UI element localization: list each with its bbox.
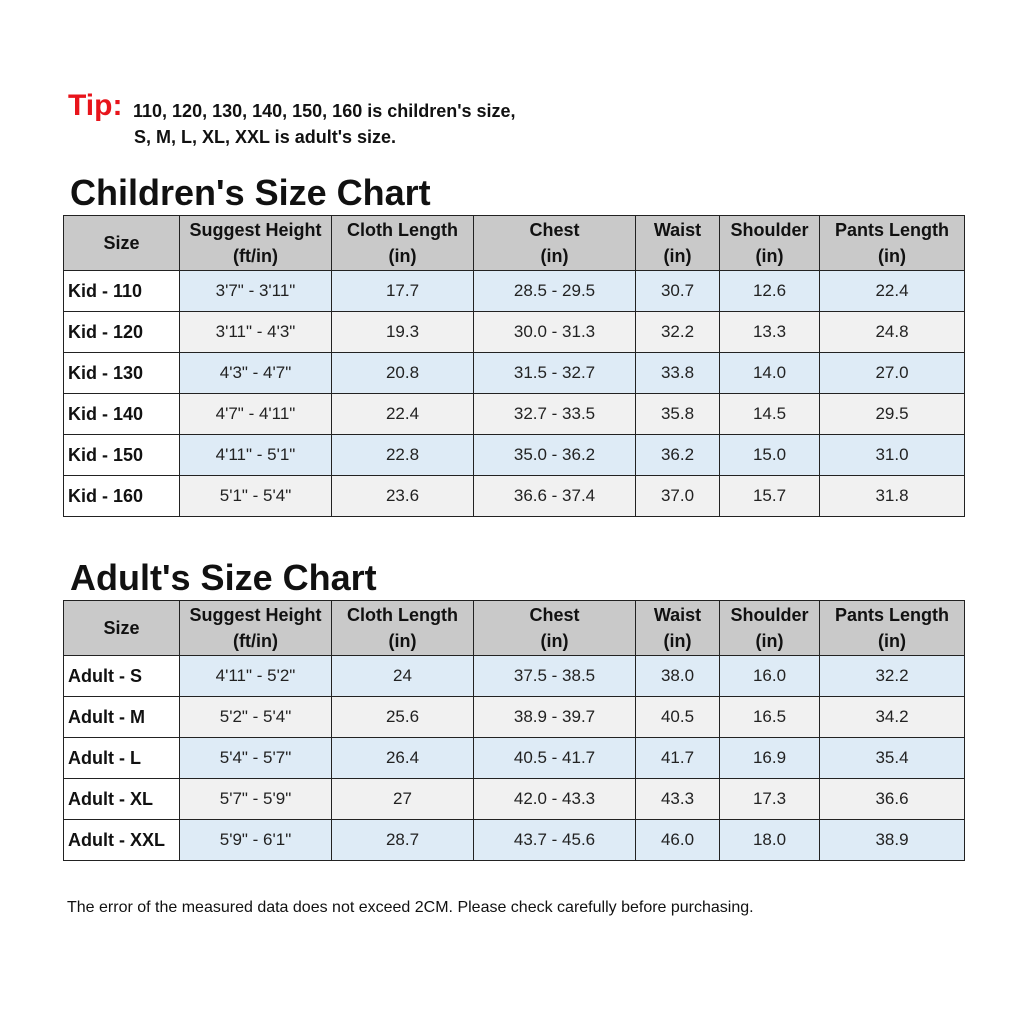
table-row [64, 820, 965, 861]
column-header-unit: (in) [540, 631, 569, 651]
measurement-cell: 23.6 [332, 476, 474, 517]
column-header-name: Suggest Height [189, 605, 322, 625]
tip-text-line-1: 110, 120, 130, 140, 150, 160 is children's size, [133, 101, 516, 121]
column-header [332, 216, 474, 271]
tip-text-line-2: S, M, L, XL, XXL is adult's size. [134, 127, 397, 147]
column-header-unit: (in) [878, 631, 906, 651]
measurement-cell: 35.4 [820, 738, 965, 779]
measurement-disclaimer: The error of the measured data does not exceed 2CM. Please check carefully before purchasing. [67, 899, 754, 916]
measurement-cell: 32.2 [820, 656, 965, 697]
measurement-cell: 15.0 [720, 435, 820, 476]
column-header [64, 601, 180, 656]
table-header-row [64, 216, 965, 271]
measurement-cell: 27 [332, 779, 474, 820]
size-label-cell: Kid - 140 [64, 394, 180, 435]
measurement-cell: 26.4 [332, 738, 474, 779]
column-header-name: Cloth Length [347, 605, 458, 625]
measurement-cell: 30.0 - 31.3 [474, 312, 636, 353]
measurement-cell: 12.6 [720, 271, 820, 312]
size-label-cell: Adult - XL [64, 779, 180, 820]
measurement-cell: 13.3 [720, 312, 820, 353]
size-label-cell: Kid - 130 [64, 353, 180, 394]
measurement-cell: 33.8 [636, 353, 720, 394]
measurement-cell: 19.3 [332, 312, 474, 353]
adult-size-table [63, 600, 965, 861]
column-header-name: Shoulder [730, 220, 809, 240]
table-row [64, 738, 965, 779]
column-header [474, 216, 636, 271]
table-row [64, 779, 965, 820]
measurement-cell: 46.0 [636, 820, 720, 861]
size-label-cell: Adult - S [64, 656, 180, 697]
measurement-cell: 5'9" - 6'1" [180, 820, 332, 861]
measurement-cell: 40.5 - 41.7 [474, 738, 636, 779]
table-row [64, 476, 965, 517]
column-header [636, 601, 720, 656]
measurement-cell: 16.5 [720, 697, 820, 738]
measurement-cell: 37.5 - 38.5 [474, 656, 636, 697]
measurement-cell: 31.5 - 32.7 [474, 353, 636, 394]
column-header [64, 216, 180, 271]
column-header-name: Cloth Length [347, 220, 458, 240]
measurement-cell: 4'11" - 5'1" [180, 435, 332, 476]
column-header-name: Chest [529, 220, 580, 240]
column-header-name: Size [103, 618, 140, 638]
column-header [474, 601, 636, 656]
column-header [720, 216, 820, 271]
measurement-cell: 3'7" - 3'11" [180, 271, 332, 312]
column-header [820, 216, 965, 271]
column-header [180, 216, 332, 271]
size-label-cell: Kid - 160 [64, 476, 180, 517]
measurement-cell: 37.0 [636, 476, 720, 517]
measurement-cell: 14.0 [720, 353, 820, 394]
measurement-cell: 29.5 [820, 394, 965, 435]
measurement-cell: 31.0 [820, 435, 965, 476]
size-label-cell: Adult - L [64, 738, 180, 779]
column-header [820, 601, 965, 656]
size-label-cell: Adult - XXL [64, 820, 180, 861]
measurement-cell: 5'4" - 5'7" [180, 738, 332, 779]
column-header [720, 601, 820, 656]
column-header-name: Waist [653, 220, 702, 240]
column-header-name: Pants Length [834, 220, 949, 240]
column-header [332, 601, 474, 656]
measurement-cell: 4'7" - 4'11" [180, 394, 332, 435]
measurement-cell: 24 [332, 656, 474, 697]
measurement-cell: 16.0 [720, 656, 820, 697]
measurement-cell: 22.4 [820, 271, 965, 312]
measurement-cell: 17.3 [720, 779, 820, 820]
measurement-cell: 24.8 [820, 312, 965, 353]
table-body [64, 271, 965, 517]
column-header-unit: (in) [663, 631, 692, 651]
measurement-cell: 18.0 [720, 820, 820, 861]
measurement-cell: 38.0 [636, 656, 720, 697]
measurement-cell: 3'11" - 4'3" [180, 312, 332, 353]
measurement-cell: 32.2 [636, 312, 720, 353]
column-header-unit: (in) [388, 631, 417, 651]
measurement-cell: 38.9 [820, 820, 965, 861]
column-header-unit: (in) [388, 246, 417, 266]
column-header-unit: (in) [755, 631, 784, 651]
measurement-cell: 41.7 [636, 738, 720, 779]
children-size-chart-title: Children's Size Chart [70, 172, 431, 213]
table-row [64, 656, 965, 697]
measurement-cell: 22.8 [332, 435, 474, 476]
measurement-cell: 4'3" - 4'7" [180, 353, 332, 394]
column-header-unit: (in) [878, 246, 906, 266]
column-header-name: Waist [653, 605, 702, 625]
measurement-cell: 25.6 [332, 697, 474, 738]
column-header-name: Size [103, 233, 140, 253]
measurement-cell: 36.6 - 37.4 [474, 476, 636, 517]
measurement-cell: 43.7 - 45.6 [474, 820, 636, 861]
measurement-cell: 28.7 [332, 820, 474, 861]
column-header-unit: (in) [663, 246, 692, 266]
measurement-cell: 28.5 - 29.5 [474, 271, 636, 312]
measurement-cell: 4'11" - 5'2" [180, 656, 332, 697]
measurement-cell: 5'1" - 5'4" [180, 476, 332, 517]
measurement-cell: 30.7 [636, 271, 720, 312]
table-row [64, 271, 965, 312]
measurement-cell: 16.9 [720, 738, 820, 779]
measurement-cell: 32.7 - 33.5 [474, 394, 636, 435]
measurement-cell: 14.5 [720, 394, 820, 435]
measurement-cell: 5'2" - 5'4" [180, 697, 332, 738]
size-label-cell: Kid - 150 [64, 435, 180, 476]
measurement-cell: 36.6 [820, 779, 965, 820]
measurement-cell: 36.2 [636, 435, 720, 476]
measurement-cell: 34.2 [820, 697, 965, 738]
table-row [64, 353, 965, 394]
size-label-cell: Adult - M [64, 697, 180, 738]
table-header-row [64, 601, 965, 656]
measurement-cell: 31.8 [820, 476, 965, 517]
column-header-unit: (in) [540, 246, 569, 266]
column-header-name: Shoulder [730, 605, 809, 625]
table-row [64, 394, 965, 435]
measurement-cell: 40.5 [636, 697, 720, 738]
children-size-table [63, 215, 965, 517]
column-header [180, 601, 332, 656]
table-row [64, 435, 965, 476]
measurement-cell: 35.8 [636, 394, 720, 435]
column-header-unit: (ft/in) [233, 246, 278, 266]
measurement-cell: 22.4 [332, 394, 474, 435]
measurement-cell: 35.0 - 36.2 [474, 435, 636, 476]
table-body [64, 656, 965, 861]
measurement-cell: 5'7" - 5'9" [180, 779, 332, 820]
measurement-cell: 43.3 [636, 779, 720, 820]
column-header-unit: (ft/in) [233, 631, 278, 651]
table-row [64, 312, 965, 353]
size-label-cell: Kid - 110 [64, 271, 180, 312]
measurement-cell: 27.0 [820, 353, 965, 394]
table-row [64, 697, 965, 738]
column-header-unit: (in) [755, 246, 784, 266]
tip-label: Tip: [68, 89, 123, 122]
adult-size-chart-title: Adult's Size Chart [70, 557, 377, 598]
measurement-cell: 15.7 [720, 476, 820, 517]
column-header-name: Pants Length [834, 605, 949, 625]
measurement-cell: 42.0 - 43.3 [474, 779, 636, 820]
measurement-cell: 38.9 - 39.7 [474, 697, 636, 738]
measurement-cell: 20.8 [332, 353, 474, 394]
column-header-name: Chest [529, 605, 580, 625]
measurement-cell: 17.7 [332, 271, 474, 312]
column-header [636, 216, 720, 271]
size-label-cell: Kid - 120 [64, 312, 180, 353]
column-header-name: Suggest Height [189, 220, 322, 240]
